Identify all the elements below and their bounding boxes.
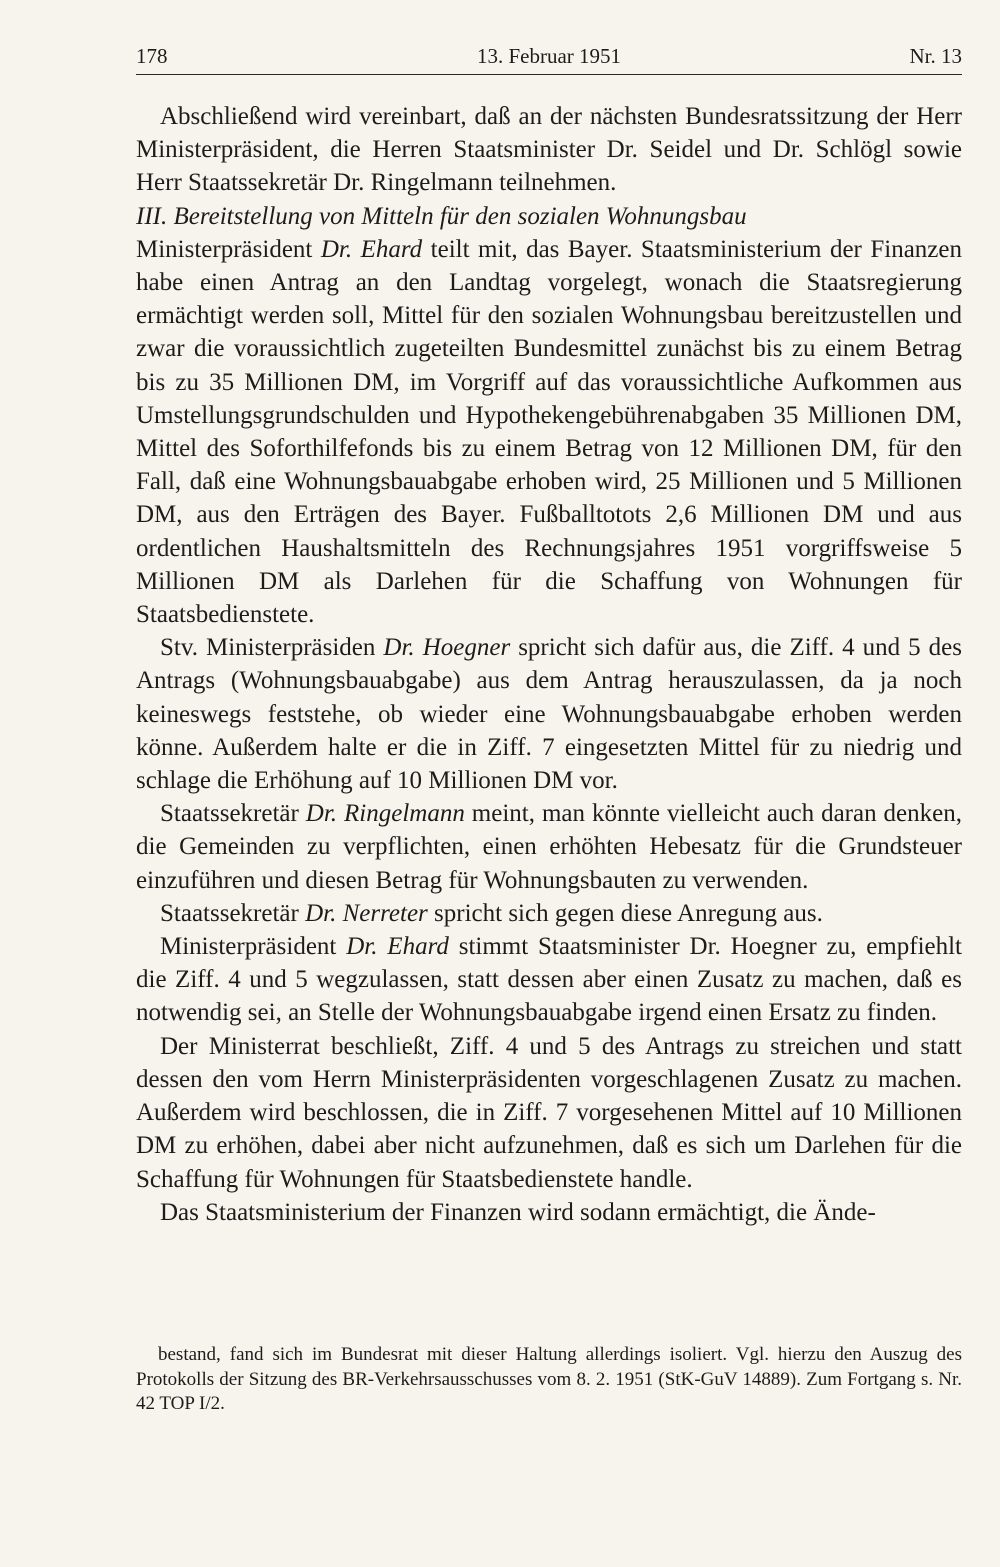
text-segment: spricht sich dafür aus, die Ziff. 4 und 5 des Antrags (Wohnungsbauabgabe) aus dem Antrag herauszulassen, da ja noch keineswegs feststehe, ob wieder eine Wohnungsbauabgabe erhoben werden könne. Außerdem halte er die in Ziff. 7 eingesetzten Mittel für zu niedrig und schlage die Erhöhung auf 10 Millionen DM vor. <box>136 634 962 795</box>
running-header <box>136 40 962 72</box>
footnote <box>136 1343 962 1417</box>
speaker-name: Dr. Ehard <box>320 235 423 263</box>
paragraph-nerreter <box>136 897 962 930</box>
document-number: Nr. 13 <box>909 44 962 68</box>
text-segment: Ministerpräsident <box>136 235 321 263</box>
speaker-name: Dr. Hoegner <box>383 634 511 662</box>
text-segment: meint, man könnte vielleicht auch daran denken, die Gemeinden zu verpflichten, einen erhöhten Hebesatz für die Grundsteuer einzuführen und diesen Betrag für Wohnungsbauten zu verwenden. <box>136 800 963 894</box>
section-heading: III. Bereitstellung von Mitteln für den sozialen Wohnungsbau <box>136 202 747 230</box>
text-segment: Staatssekretär <box>160 800 306 828</box>
paragraph-ringelmann <box>136 797 962 897</box>
footnote-text: bestand, fand sich im Bundesrat mit dieser Haltung allerdings isoliert. Vgl. hierzu den Auszug des Protokolls der Sitzung des BR-Verkehrsausschusses vom 8. 2. 1951 (StK-GuV 14889). Zum Fortgang s. Nr. 42 TOP I/2. <box>136 1344 962 1414</box>
paragraph-ehard-recommendation <box>136 930 962 1030</box>
paragraph-finance-authorization: Das Staatsministerium der Finanzen wird sodann ermächtigt, die Ände- <box>160 1198 876 1226</box>
header-date: 13. Februar 1951 <box>476 44 622 68</box>
text-segment: Staatssekretär <box>160 899 306 927</box>
text-segment: spricht sich gegen diese Anregung aus. <box>427 899 823 927</box>
paragraph-hoegner <box>136 631 962 797</box>
text-segment: Stv. Ministerpräsiden <box>160 634 384 662</box>
speaker-name: Dr. Ehard <box>346 933 449 961</box>
header-rule <box>136 74 962 75</box>
text-segment: stimmt Staatsminister Dr. Hoegner zu, empfiehlt die Ziff. 4 und 5 wegzulassen, statt dessen aber einen Zusatz zu machen, daß es notwendig sei, an Stelle der Wohnungsbauabgabe irgend einen Ersatz zu finden. <box>136 933 963 1027</box>
paragraph-council-decision: Der Ministerrat beschließt, Ziff. 4 und 5 des Antrags zu streichen und statt dessen den vom Herrn Ministerpräsidenten vorgeschlagenen Zusatz zu machen. Außerdem wird beschlossen, die in Ziff. 7 vorgesehenen Mittel auf 10 Millionen DM zu erhöhen, dabei aber nicht aufzunehmen, daß es sich um Darlehen für die Schaffung für Wohnungen für Staatsbedienstete handle. <box>136 1032 962 1193</box>
main-text <box>136 100 962 1229</box>
speaker-name: Dr. Ringelmann <box>305 800 465 828</box>
speaker-name: Dr. Nerreter <box>305 899 428 927</box>
page-number: 178 <box>136 44 168 68</box>
text-segment: Ministerpräsident <box>160 933 347 961</box>
paragraph-ehard-report <box>136 233 962 631</box>
text-segment: teilt mit, das Bayer. Staatsministerium der Finanzen habe einen Antrag an den Landtag vorgelegt, wonach die Staatsregierung ermächtigt werden soll, Mittel für den sozialen Wohnungsbau bereitzustellen und zwar die voraussichtlich zugeteilten Bundesmittel zunächst bis zu einem Betrag bis zu 35 Millionen DM, im Vorgriff auf das voraussichtliche Aufkommen aus Umstellungsgrundschulden und Hypothekengebührenabgaben 35 Millionen DM, Mittel des Soforthilfefonds bis zu einem Betrag von 12 Millionen DM, für den Fall, daß eine Wohnungsbauabgabe erhoben wird, 25 Millionen und 5 Millionen DM, aus den Erträgen des Bayer. Fußballtotots 2,6 Millionen DM und aus ordentlichen Haushaltsmitteln des Rechnungsjahres 1951 vorgriffsweise 5 Millionen DM als Darlehen für die Schaffung von Wohnungen für Staatsbedienstete. <box>136 235 962 629</box>
paragraph-closing-agreement: Abschließend wird vereinbart, daß an der nächsten Bundesratssitzung der Herr Ministerpräsident, die Herren Staatsminister Dr. Seidel und Dr. Schlögl sowie Herr Staatssekretär Dr. Ringelmann teilnehmen. <box>136 103 962 197</box>
